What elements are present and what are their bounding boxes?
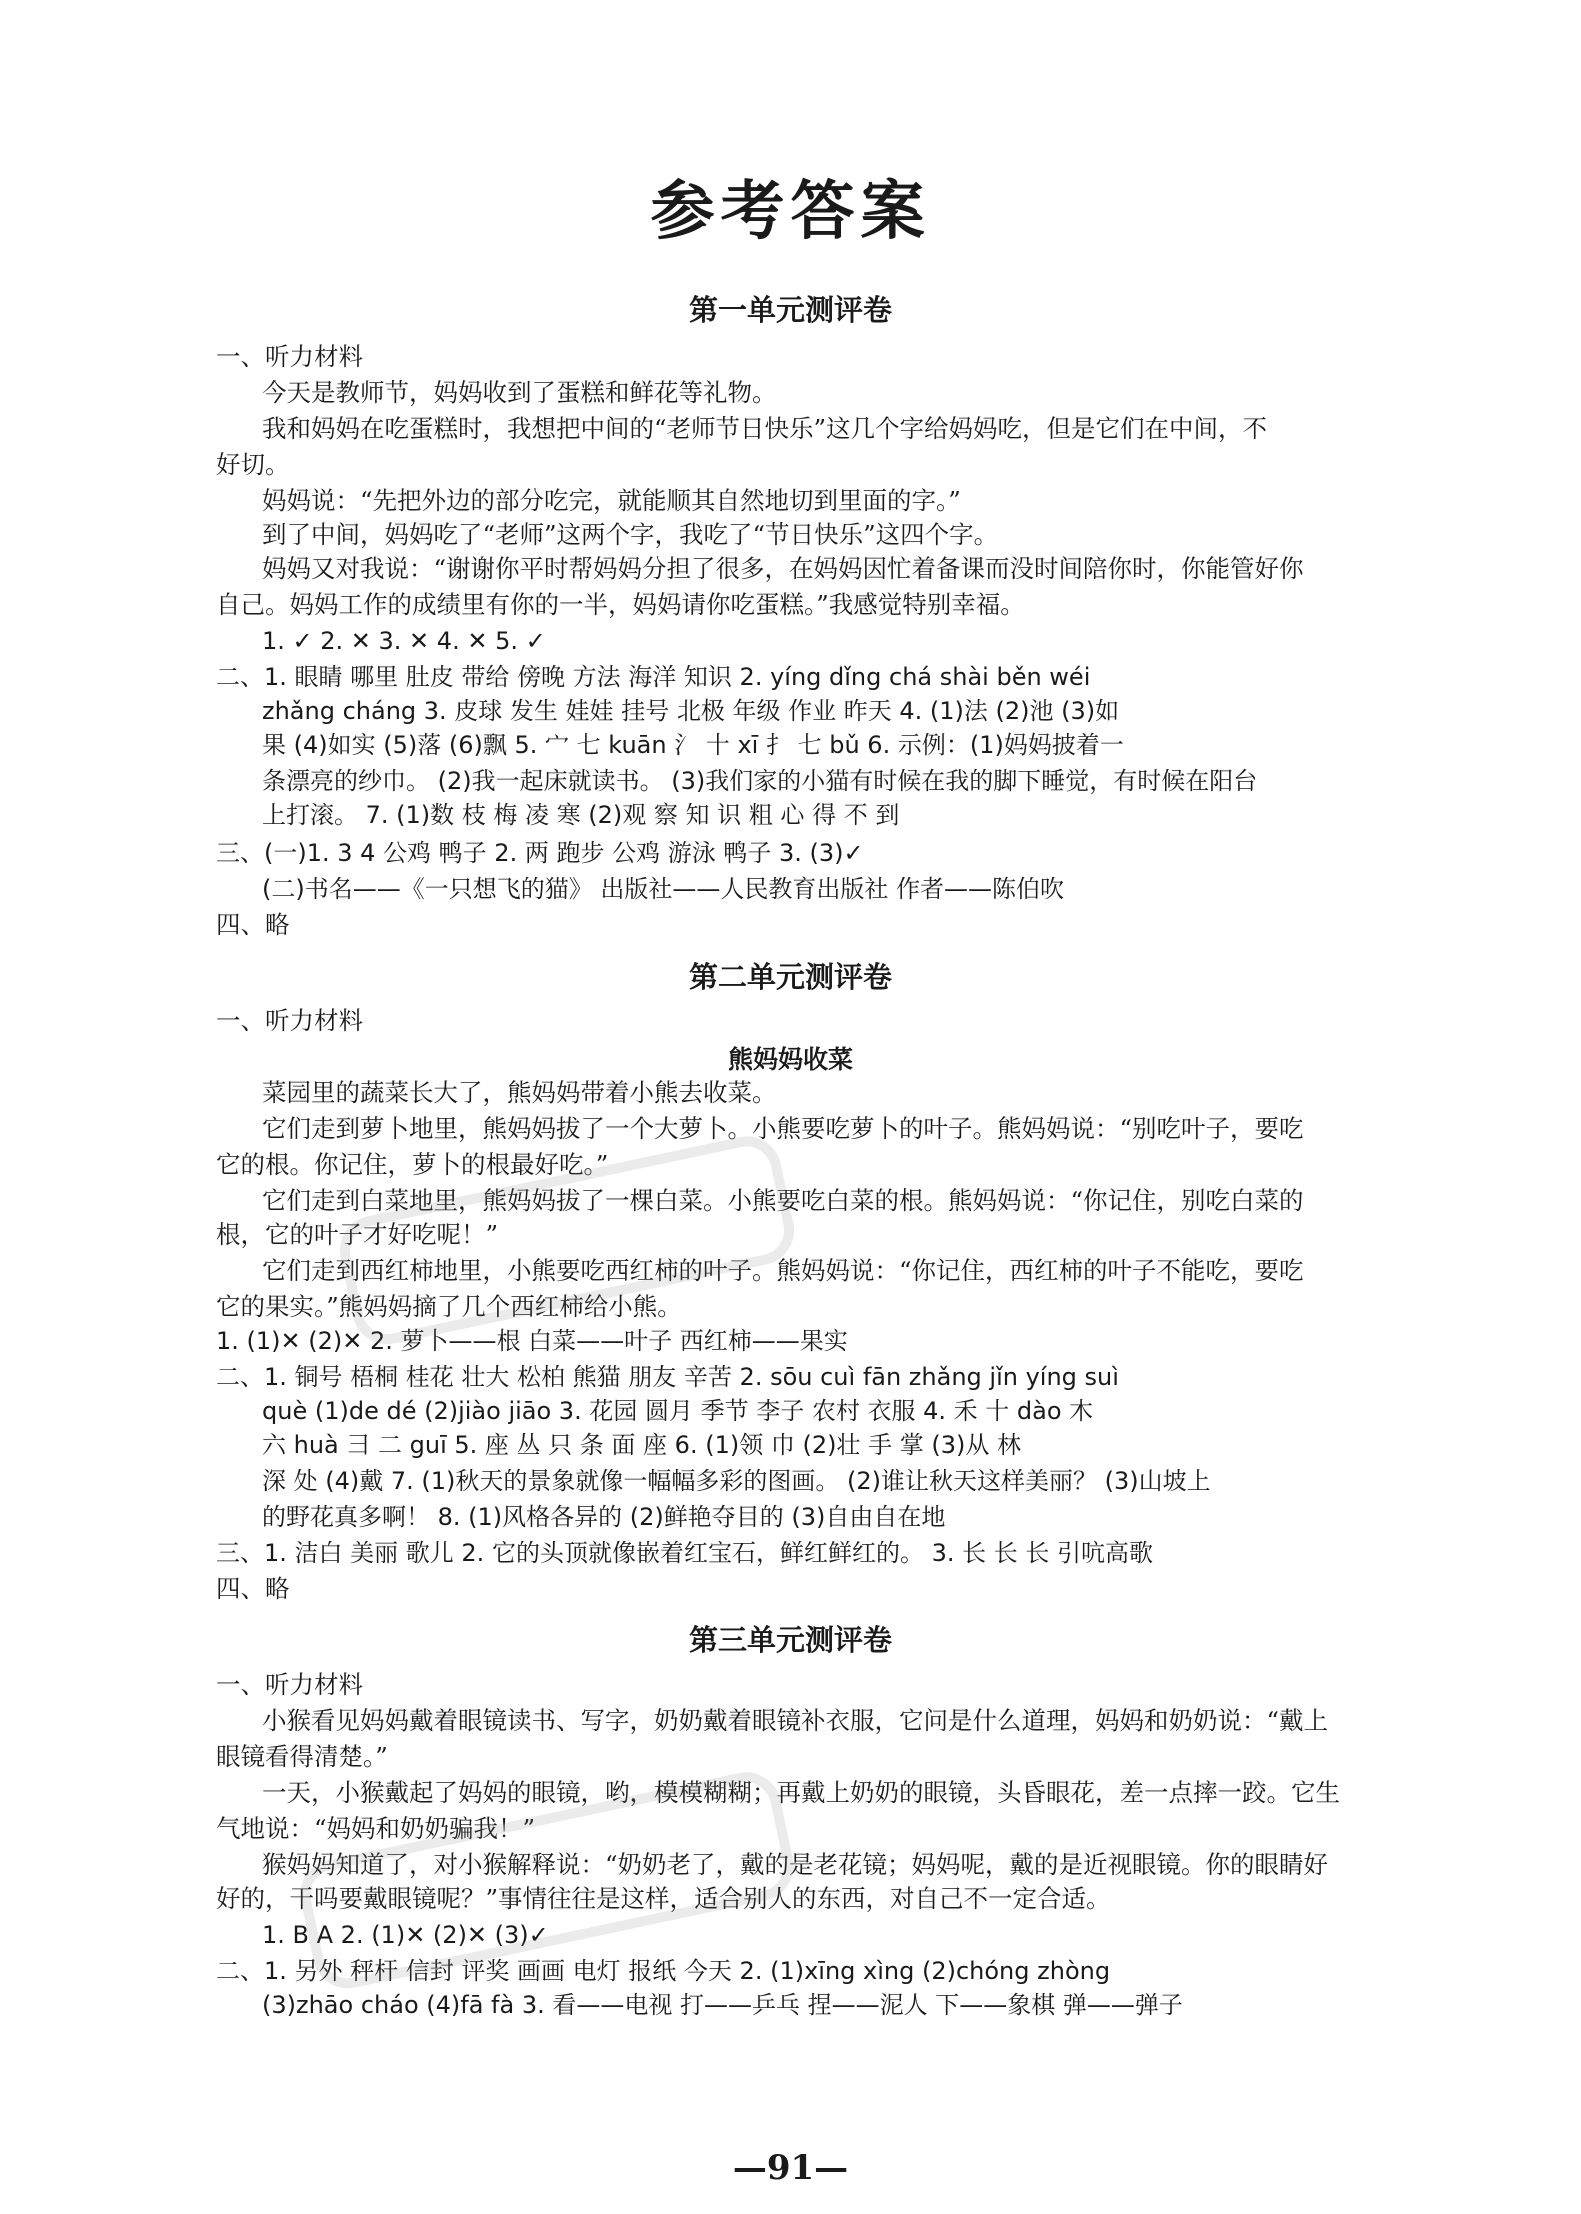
unit-2-answer: 1. (1)✕ (2)✕ 2. 萝卜——根 白菜——叶子 西红柿——果实 (216, 1327, 848, 1355)
unit-2-line: 四、略 (216, 1574, 290, 1603)
unit-1-line: 妈妈又对我说：“谢谢你平时帮妈妈分担了很多，在妈妈因忙着备课而没时间陪你时，你能管好你 (262, 554, 1304, 583)
unit-2-answer: 二、1. 铜号 梧桐 桂花 壮大 松柏 熊猫 朋友 辛苦 2. sōu cuì fān zhǎng jǐn yíng suì (216, 1363, 1119, 1391)
unit-2-title: 第二单元测评卷 (688, 960, 892, 994)
unit-1-title: 第一单元测评卷 (688, 293, 892, 327)
unit-1-answer: 条漂亮的纱巾。 (2)我一起床就读书。 (3)我们家的小猫有时候在我的脚下睡觉，有时候在阳台 (262, 767, 1258, 795)
unit-2-answer: 三、1. 洁白 美丽 歌儿 2. 它的头顶就像嵌着红宝石，鲜红鲜红的。 3. 长 长 长 引吭高歌 (216, 1539, 1153, 1567)
unit-3-line: 一、听力材料 (216, 1670, 363, 1699)
unit-2-answer: 的野花真多啊！ 8. (1)风格各异的 (2)鲜艳夺目的 (3)自由自在地 (262, 1503, 946, 1531)
unit-2-line: 它的根。你记住，萝卜的根最好吃。” (216, 1150, 609, 1179)
unit-2-line: 根，它的叶子才好吃呢！” (216, 1220, 499, 1249)
unit-2-answer: 深 处 (4)戴 7. (1)秋天的景象就像一幅幅多彩的图画。 (2)谁让秋天这样美丽？ (3)山坡上 (262, 1467, 1211, 1495)
unit-3-line: 猴妈妈知道了，对小猴解释说：“奶奶老了，戴的是老花镜；妈妈呢，戴的是近视眼镜。你的眼睛好 (262, 1850, 1329, 1879)
unit-1-line: 今天是教师节，妈妈收到了蛋糕和鲜花等礼物。 (262, 378, 777, 407)
unit-3-answer: 1. B A 2. (1)✕ (2)✕ (3)✓ (262, 1921, 549, 1949)
unit-2-story-title: 熊妈妈收菜 (727, 1045, 853, 1074)
unit-3-answer: 二、1. 另外 秤杆 信封 评奖 画画 电灯 报纸 今天 2. (1)xīng xìng (2)chóng zhòng (216, 1957, 1111, 1985)
unit-3-title: 第三单元测评卷 (688, 1623, 892, 1657)
unit-1-line: 好切。 (216, 450, 290, 479)
unit-2-line: 它们走到萝卜地里，熊妈妈拔了一个大萝卜。小熊要吃萝卜的叶子。熊妈妈说：“别吃叶子，要吃 (262, 1114, 1304, 1143)
unit-1-answer: 三、(一)1. 3 4 公鸡 鸭子 2. 两 跑步 公鸡 游泳 鸭子 3. (3)✓ (216, 839, 864, 867)
unit-2-answer: 六 huà 彐 二 guī 5. 座 丛 只 条 面 座 6. (1)领 巾 (2)壮 手 掌 (3)从 林 (262, 1431, 1021, 1459)
unit-3-line: 眼镜看得清楚。” (216, 1742, 388, 1771)
unit-3-line: 好的，干吗要戴眼镜呢？”事情往往是这样，适合别人的东西，对自己不一定合适。 (216, 1884, 1111, 1913)
unit-1-line: 妈妈说：“先把外边的部分吃完，就能顺其自然地切到里面的字。” (262, 486, 961, 515)
unit-1-answer: (二)书名——《一只想飞的猫》 出版社——人民教育出版社 作者——陈伯吹 (262, 875, 1064, 903)
unit-1-answer: 果 (4)如实 (5)落 (6)飘 5. 宀 七 kuān 氵 十 xī 扌 七 bǔ 6. 示例：(1)妈妈披着一 (262, 731, 1124, 759)
unit-2-line: 一、听力材料 (216, 1006, 363, 1035)
unit-1-line: 一、听力材料 (216, 342, 363, 371)
unit-1-answer: zhǎng cháng 3. 皮球 发生 娃娃 挂号 北极 年级 作业 昨天 4. (1)法 (2)池 (3)如 (262, 697, 1120, 725)
unit-3-answer: (3)zhāo cháo (4)fā fà 3. 看——电视 打——乒乓 捏——泥人 下——象棋 弹——弹子 (262, 1991, 1183, 2019)
unit-2-line: 它的果实。”熊妈妈摘了几个西红柿给小熊。 (216, 1292, 682, 1321)
unit-1-answer: 1. ✓ 2. ✕ 3. ✕ 4. ✕ 5. ✓ (262, 627, 546, 655)
unit-2-answer: què (1)de dé (2)jiào jiāo 3. 花园 圆月 季节 李子 农村 衣服 4. 禾 十 dào 木 (262, 1397, 1094, 1425)
unit-1-answer: 二、1. 眼睛 哪里 肚皮 带给 傍晚 方法 海洋 知识 2. yíng dǐng chá shài běn wéi (216, 663, 1091, 691)
unit-3-line: 气地说：“妈妈和奶奶骗我！” (216, 1814, 536, 1843)
unit-2-line: 它们走到白菜地里，熊妈妈拔了一棵白菜。小熊要吃白菜的根。熊妈妈说：“你记住，别吃白菜的 (262, 1186, 1304, 1215)
unit-1-line: 我和妈妈在吃蛋糕时，我想把中间的“老师节日快乐”这几个字给妈妈吃，但是它们在中间，不 (262, 414, 1268, 443)
unit-3-line: 小猴看见妈妈戴着眼镜读书、写字，奶奶戴着眼镜补衣服，它问是什么道理，妈妈和奶奶说：“戴上 (262, 1706, 1329, 1735)
unit-3-line: 一天，小猴戴起了妈妈的眼镜，哟，模模糊糊；再戴上奶奶的眼镜，头昏眼花，差一点摔一跤。它生 (262, 1778, 1340, 1807)
unit-2-line: 菜园里的蔬菜长大了，熊妈妈带着小熊去收菜。 (262, 1078, 777, 1107)
unit-1-line: 到了中间，妈妈吃了“老师”这两个字，我吃了“节日快乐”这四个字。 (262, 520, 999, 549)
unit-1-line: 自己。妈妈工作的成绩里有你的一半，妈妈请你吃蛋糕。”我感觉特别幸福。 (216, 590, 1025, 619)
unit-1-line: 四、略 (216, 910, 290, 939)
unit-1-answer: 上打滚。 7. (1)数 枝 梅 凌 寒 (2)观 察 知 识 粗 心 得 不 到 (262, 801, 900, 829)
page-number: —91— (732, 2148, 849, 2188)
unit-2-line: 它们走到西红柿地里，小熊要吃西红柿的叶子。熊妈妈说：“你记住，西红柿的叶子不能吃，要吃 (262, 1256, 1304, 1285)
page-title: 参考答案 (650, 174, 931, 249)
